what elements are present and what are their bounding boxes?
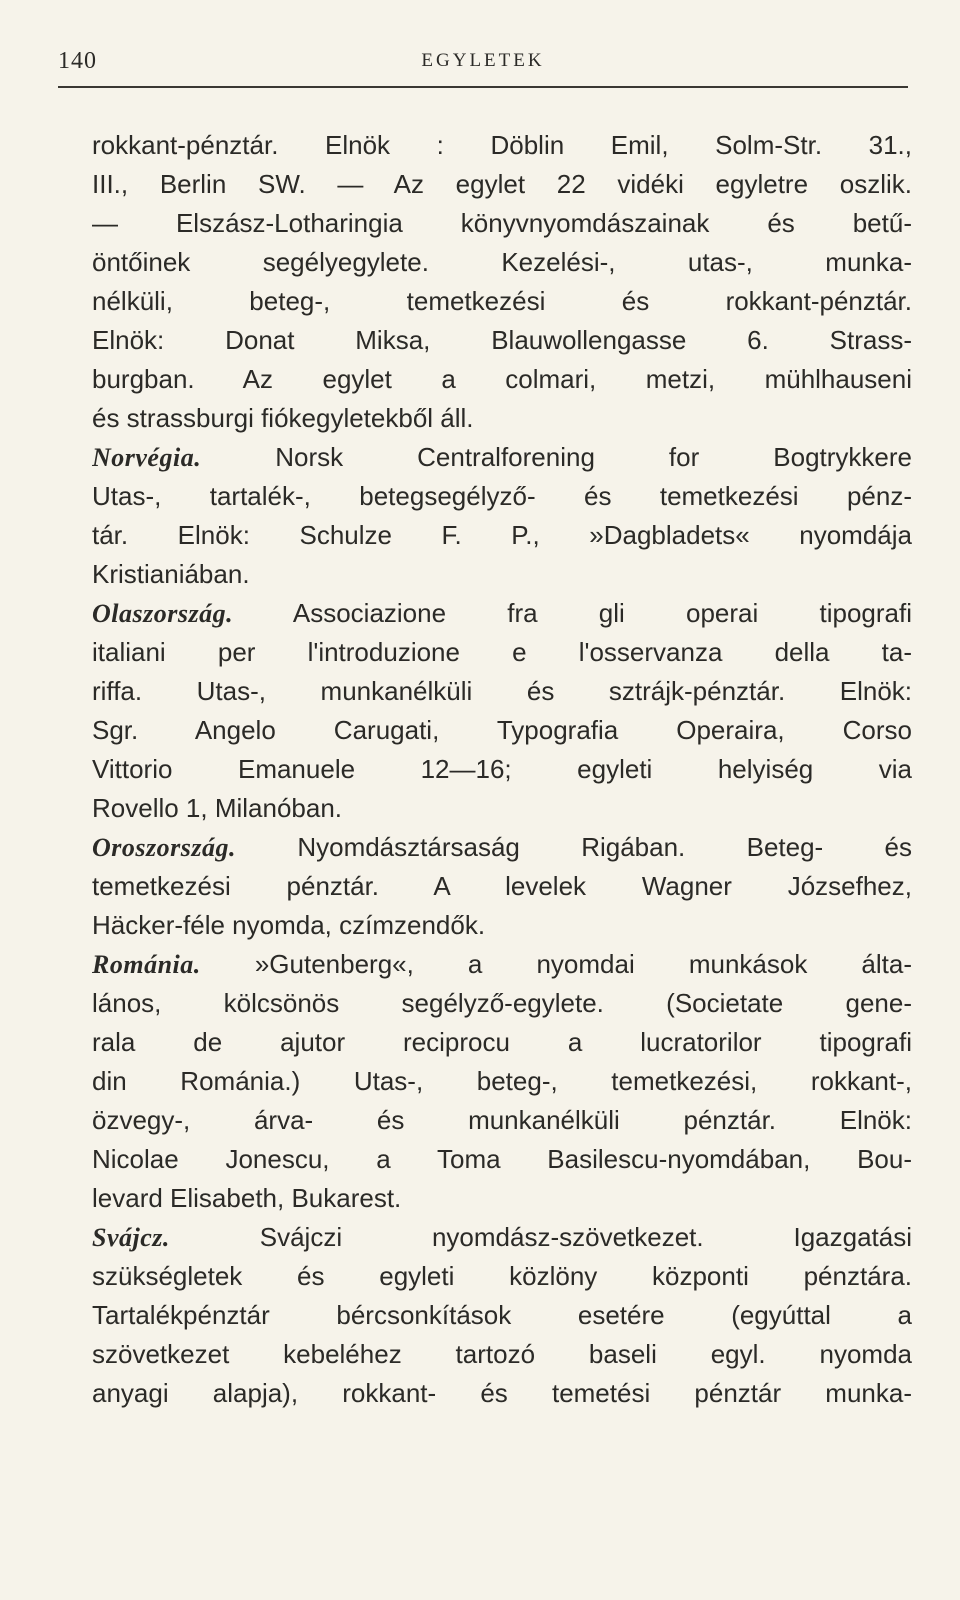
text-line (92, 1140, 912, 1179)
text-line (92, 399, 912, 438)
header-rule (58, 86, 908, 88)
text-line (92, 594, 912, 633)
text-line (92, 906, 912, 945)
line-text: szövetkezet kebeléhez tartozó baseli egyl. nyomda (92, 1339, 912, 1369)
line-text: rokkant-pénztár. Elnök : Döblin Emil, Solm-Str. 31., (92, 130, 912, 160)
text-line (92, 438, 912, 477)
line-text: Utas-, tartalék-, betegsegélyző- és temetkezési pénz- (92, 481, 912, 511)
text-line (92, 1218, 912, 1257)
line-text: III., Berlin SW. — Az egylet 22 vidéki egyletre oszlik. (92, 169, 912, 199)
text-line (92, 1257, 912, 1296)
country-heading: Oroszország. (92, 833, 236, 862)
country-heading: Olaszország. (92, 599, 234, 628)
line-text: özvegy-, árva- és munkanélküli pénztár. Elnök: (92, 1105, 912, 1135)
text-line (92, 633, 912, 672)
line-text: levard Elisabeth, Bukarest. (92, 1183, 402, 1213)
text-line (92, 1179, 912, 1218)
line-text: rala de ajutor reciprocu a lucratorilor tipografi (92, 1027, 912, 1057)
text-line (92, 789, 912, 828)
text-line (92, 1023, 912, 1062)
line-text: Nicolae Jonescu, a Toma Basilescu-nyomdában, Bou- (92, 1144, 912, 1174)
line-text: Kristianiában. (92, 559, 250, 589)
line-text: Associazione fra gli operai tipografi (233, 598, 912, 628)
text-line (92, 243, 912, 282)
text-line (92, 282, 912, 321)
line-text: lános, kölcsönös segélyző-egylete. (Societate gene- (92, 988, 912, 1018)
line-text: burgban. Az egylet a colmari, metzi, mühlhauseni (92, 364, 912, 394)
text-line (92, 1296, 912, 1335)
line-text: temetkezési pénztár. A levelek Wagner Józsefhez, (92, 871, 912, 901)
line-text: öntőinek segélyegylete. Kezelési-, utas-, munka- (92, 247, 912, 277)
line-text: tár. Elnök: Schulze F. P., »Dagbladets« nyomdája (92, 520, 912, 550)
line-text: anyagi alapja), rokkant- és temetési pénztár munka- (92, 1378, 912, 1408)
line-text: Häcker-féle nyomda, czímzendők. (92, 910, 486, 940)
page-header (58, 42, 908, 82)
text-line (92, 1374, 912, 1413)
text-line (92, 1101, 912, 1140)
line-text: — Elszász-Lotharingia könyvnyomdászainak és betű- (92, 208, 912, 238)
line-text: és strassburgi fiókegyletekből áll. (92, 403, 474, 433)
text-line (92, 516, 912, 555)
body-text (92, 126, 912, 1413)
country-heading: Svájcz. (92, 1223, 170, 1252)
line-text: din Románia.) Utas-, beteg-, temetkezési, rokkant-, (92, 1066, 912, 1096)
line-text: Svájczi nyomdász-szövetkezet. Igazgatási (169, 1222, 912, 1252)
country-heading: Norvégia. (92, 443, 202, 472)
line-text: riffa. Utas-, munkanélküli és sztrájk-pénztár. Elnök: (92, 676, 912, 706)
text-line (92, 1062, 912, 1101)
line-text: Vittorio Emanuele 12—16; egyleti helyiség via (92, 754, 912, 784)
line-text: »Gutenberg«, a nyomdai munkások álta- (200, 949, 912, 979)
text-line (92, 711, 912, 750)
line-text: szükségletek és egyleti közlöny központi pénztára. (92, 1261, 912, 1291)
country-heading: Románia. (92, 950, 201, 979)
text-line (92, 360, 912, 399)
text-line (92, 477, 912, 516)
line-text: Norsk Centralforening for Bogtrykkere (201, 442, 912, 472)
text-line (92, 165, 912, 204)
line-text: Nyomdásztársaság Rigában. Beteg- és (236, 832, 912, 862)
text-line (92, 204, 912, 243)
running-head: EGYLETEK (421, 50, 545, 71)
page-number: 140 (58, 48, 97, 74)
line-text: Elnök: Donat Miksa, Blauwollengasse 6. Strass- (92, 325, 912, 355)
line-text: nélküli, beteg-, temetkezési és rokkant-pénztár. (92, 286, 912, 316)
line-text: Sgr. Angelo Carugati, Typografia Operaira, Corso (92, 715, 912, 745)
text-line (92, 945, 912, 984)
text-line (92, 126, 912, 165)
text-line (92, 750, 912, 789)
text-line (92, 867, 912, 906)
line-text: Rovello 1, Milanóban. (92, 793, 343, 823)
text-line (92, 555, 912, 594)
text-line (92, 321, 912, 360)
text-line (92, 672, 912, 711)
line-text: italiani per l'introduzione e l'osservanza della ta- (92, 637, 912, 667)
text-line (92, 984, 912, 1023)
text-line (92, 1335, 912, 1374)
text-line (92, 828, 912, 867)
line-text: Tartalékpénztár bércsonkítások esetére (egyúttal a (92, 1300, 912, 1330)
